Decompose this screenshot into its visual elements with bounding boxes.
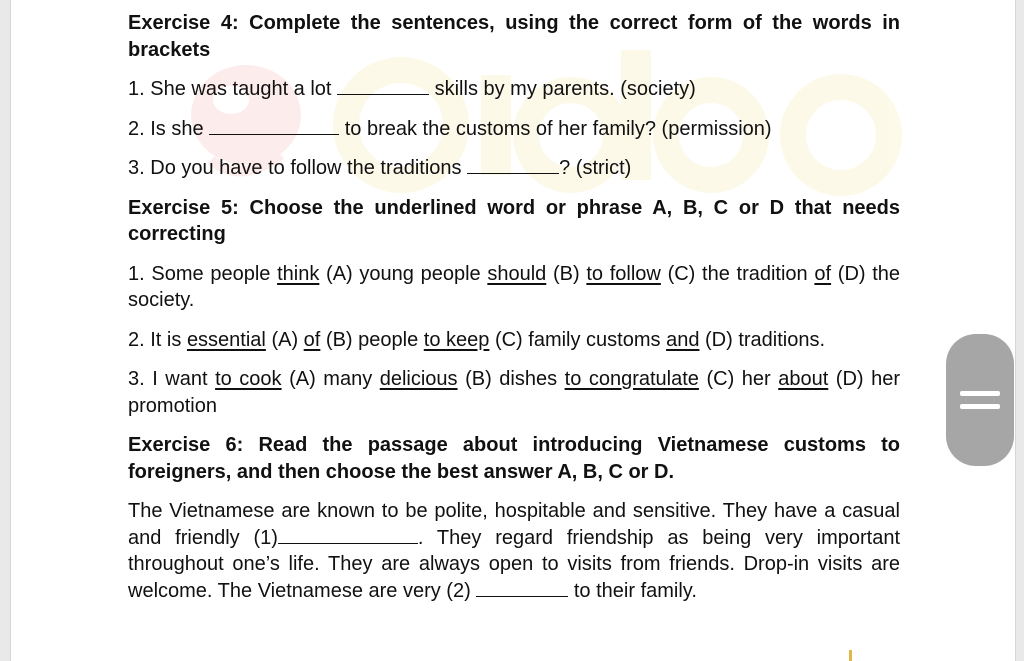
decorative-mark [849, 650, 852, 661]
answer-blank [209, 116, 339, 135]
underlined-option-a: to cook [215, 368, 282, 390]
exercise-5-item-2: 2. It is essential (A) of (B) people to keep (C) family customs and (D) traditions. [128, 328, 826, 351]
exercise-5-item-1: 1. Some people think (A) young people should (B) to follow (C) the tradition of (D) the society. [128, 262, 901, 311]
exercise-4-item-1: 1. She was taught a lot skills by my parents. (society) [128, 78, 696, 100]
underlined-option-b: of [303, 328, 321, 351]
exercise-6-heading: Exercise 6: Read the passage about introducing Vietnamese customs to foreigners, and then choose the best answer A, B, C or D. [128, 434, 900, 483]
answer-blank [337, 76, 429, 95]
underlined-option-b: delicious [379, 368, 458, 390]
document-content [128, 10, 900, 604]
exercise-4-item-3: 3. Do you have to follow the traditions ? (strict) [128, 157, 632, 179]
exercise-5-item-3: 3. I want to cook (A) many delicious (B) dishes to congratulate (C) her about (D) her promotion [128, 368, 900, 417]
document-page [10, 0, 1016, 661]
exercise-4-item-2: 2. Is she to break the customs of her family? (permission) [128, 117, 772, 140]
underlined-option-b: should [487, 262, 547, 285]
underlined-option-c: to keep [423, 328, 490, 351]
underlined-option-c: to congratulate [564, 368, 699, 390]
drag-handle-icon [960, 404, 1000, 409]
exercise-4-heading: Exercise 4: Complete the sentences, using the correct form of the words in brackets [128, 12, 900, 61]
underlined-option-a: essential [186, 328, 266, 351]
answer-blank-1 [278, 525, 418, 544]
scroll-handle[interactable] [946, 334, 1014, 466]
exercise-5-heading: Exercise 5: Choose the underlined word or phrase A, B, C or D that needs correcting [128, 196, 900, 245]
underlined-option-d: about [778, 368, 829, 390]
exercise-6-passage: The Vietnamese are known to be polite, hospitable and sensitive. They have a casual and friendly (1) . They regard friendship as being very important throughout one’s life. They are always open to visits from friends. Drop-in visits are welcome. The Vietnamese are very (2) to their family. [128, 500, 901, 602]
underlined-option-d: of [814, 262, 832, 285]
answer-blank [467, 155, 559, 174]
underlined-option-c: to follow [586, 262, 661, 285]
answer-blank-2 [476, 578, 568, 597]
underlined-option-d: and [666, 328, 700, 351]
drag-handle-icon [960, 391, 1000, 396]
underlined-option-a: think [277, 262, 320, 285]
